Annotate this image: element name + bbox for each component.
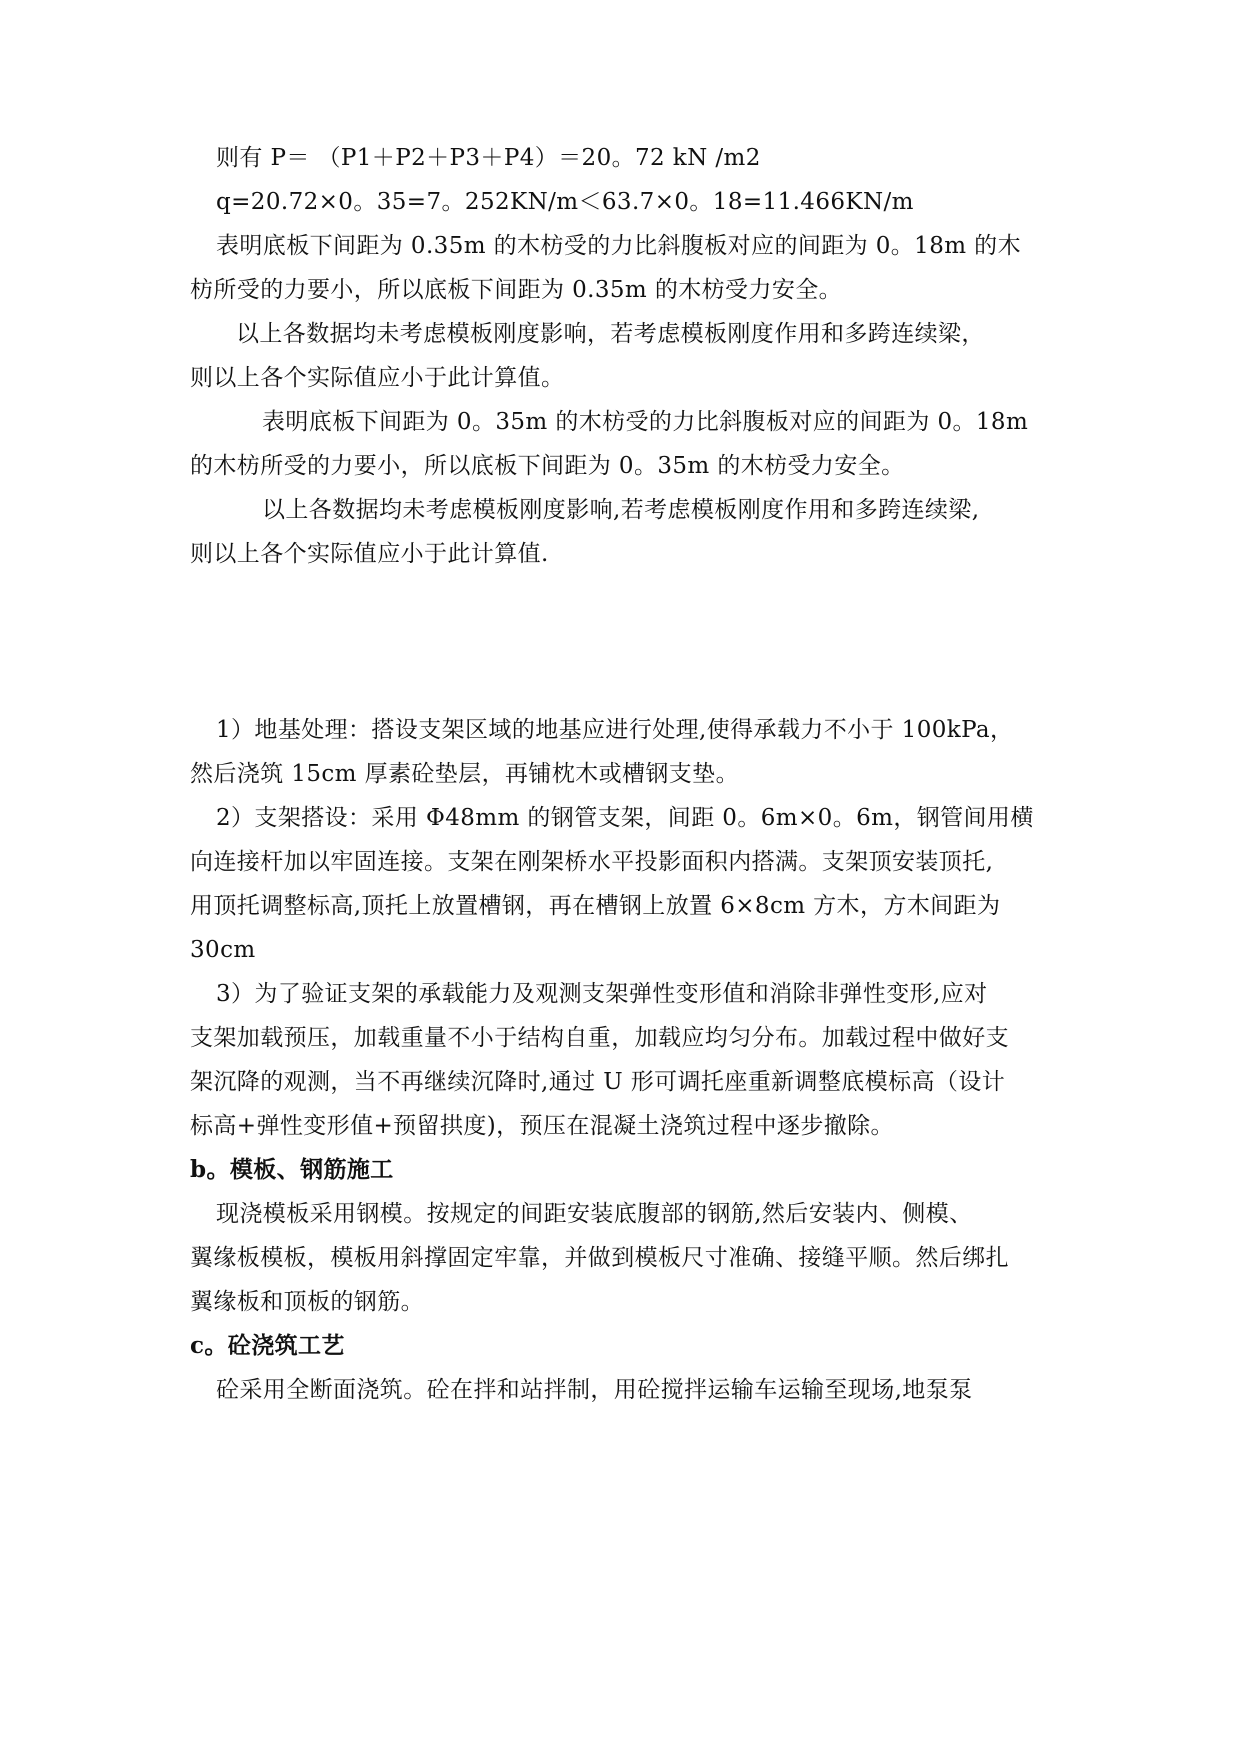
paragraph-3-line-2: 的木枋所受的力要小，所以底板下间距为 0。35m 的木枋受力安全。 [190,453,905,479]
item-1-line-1: 1）地基处理：搭设支架区域的地基应进行处理,使得承载力不小于 100kPa， [216,717,1014,743]
item-1-line-2: 然后浇筑 15cm 厚素砼垫层，再铺枕木或槽钢支垫。 [190,761,739,787]
paragraph-3-line-1: 表明底板下间距为 0。35m 的木枋受的力比斜腹板对应的间距为 0。18m [262,409,1029,435]
section-b-line-2: 翼缘板模板，模板用斜撑固定牢靠，并做到模板尺寸准确、接缝平顺。然后绑扎 [190,1245,1009,1271]
formula-line-q: q=20.72×0。35=7。252KN/m＜63.7×0。18=11.466KN/m [216,189,914,215]
section-c-line-1: 砼采用全断面浇筑。砼在拌和站拌制，用砼搅拌运输车运输至现场,地泵泵 [216,1377,973,1403]
item-2-line-1: 2）支架搭设：采用 Φ48mm 的钢管支架，间距 0。6m×0。6m，钢管间用横 [216,805,1034,831]
section-b-line-3: 翼缘板和顶板的钢筋。 [190,1289,424,1315]
item-2-line-3: 用顶托调整标高,顶托上放置槽钢，再在槽钢上放置 6×8cm 方木，方木间距为 [190,893,1001,919]
item-3-line-3: 架沉降的观测，当不再继续沉降时,通过 U 形可调托座重新调整底模标高（设计 [190,1069,1006,1095]
item-3-line-4: 标高+弹性变形值+预留拱度)，预压在混凝土浇筑过程中逐步撤除。 [190,1113,894,1139]
paragraph-1-line-2: 枋所受的力要小，所以底板下间距为 0.35m 的木枋受力安全。 [190,277,843,303]
item-3-line-1: 3）为了验证支架的承载能力及观测支架弹性变形值和消除非弹性变形,应对 [216,981,988,1007]
paragraph-1-line-1: 表明底板下间距为 0.35m 的木枋受的力比斜腹板对应的间距为 0。18m 的木 [216,233,1021,259]
item-2-line-2: 向连接杆加以牢固连接。支架在刚架桥水平投影面积内搭满。支架顶安装顶托, [190,849,994,875]
formula-line-p: 则有 P＝ （P1＋P2＋P3＋P4）＝20。72 kN /m2 [216,145,761,171]
paragraph-4-line-2: 则以上各个实际值应小于此计算值. [190,541,549,567]
item-3-line-2: 支架加载预压，加载重量不小于结构自重，加载应均匀分布。加载过程中做好支 [190,1025,1009,1051]
section-heading-b: b。模板、钢筋施工 [190,1156,394,1183]
paragraph-2-line-2: 则以上各个实际值应小于此计算值。 [190,365,565,391]
item-2-line-4: 30cm [190,937,256,963]
section-b-line-1: 现浇模板采用钢模。按规定的间距安装底腹部的钢筋,然后安装内、侧模、 [216,1201,973,1227]
section-heading-c: c。砼浇筑工艺 [190,1332,345,1359]
paragraph-2-line-1: 以上各数据均未考虑模板刚度影响，若考虑模板刚度作用和多跨连续梁， [236,321,985,347]
paragraph-4-line-1: 以上各数据均未考虑模板刚度影响,若考虑模板刚度作用和多跨连续梁, [262,497,980,523]
